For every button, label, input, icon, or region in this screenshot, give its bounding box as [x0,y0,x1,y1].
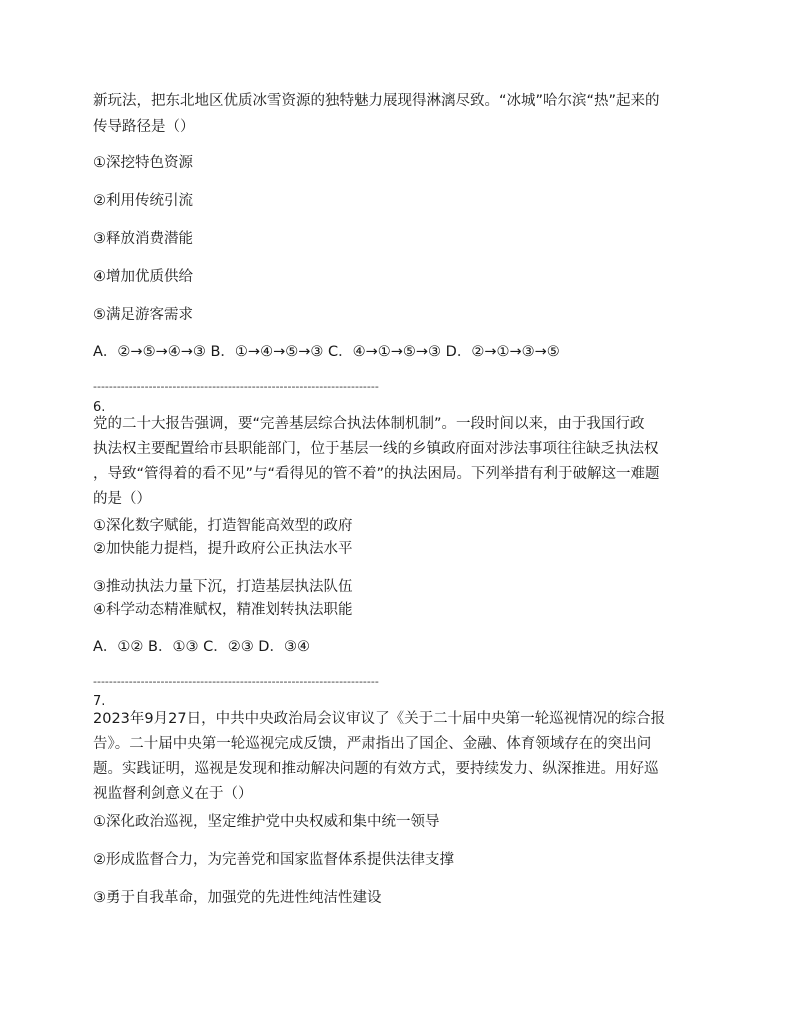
q7-option-2: ②形成监督合力，为完善党和国家监督体系提供法律支撑 [93,852,454,868]
q6-option-2: ②加快能力提档，提升政府公正执法水平 [93,541,353,557]
q6-option-4: ④科学动态精准赋权，精准划转执法职能 [93,602,353,618]
q6-option-3: ③推动执法力量下沉，打造基层执法队伍 [93,579,353,595]
q5-option-4: ④增加优质供给 [93,269,193,285]
q5-option-3: ③释放消费潜能 [93,231,193,247]
q5-option-1: ①深挖特色资源 [93,155,193,171]
separator-line: ------------------------------------------------------------------------ [93,381,379,393]
q6-stem-line-3: ，导致“管得着的看不见”与“看得见的管不着”的执法困局。下列举措有利于破解这一难题 [93,466,660,482]
q5-option-5: ⑤满足游客需求 [93,307,193,323]
q7-stem-line-3: 题。实践证明，巡视是发现和推动解决问题的有效方式，要持续发力、纵深推进。用好巡 [93,761,659,777]
q7-stem-line-1: 2023年9月27日，中共中央政治局会议审议了《关于二十届中央第一轮巡视情况的综合报 [93,711,666,727]
q7-stem-line-2: 告》。二十届中央第一轮巡视完成反馈，严肃指出了国企、金融、体育领域存在的突出问 [93,736,652,752]
q6-stem-line-2: 执法权主要配置给市县职能部门，位于基层一线的乡镇政府面对涉法事项往往缺乏执法权 [93,441,659,457]
separator-line: ------------------------------------------------------------------------ [93,676,379,688]
q7-number: 7. [93,694,106,709]
q5-stem-line-1: 新玩法，把东北地区优质冰雪资源的独特魅力展现得淋漓尽致。“冰城”哈尔滨“热”起来的 [93,93,660,109]
q7-option-1: ①深化政治巡视，坚定维护党中央权威和集中统一领导 [93,814,440,830]
q5-answer-choices: A．②→⑤→④→③ B．①→④→⑤→③ C．④→①→⑤→③ D．②→①→③→⑤ [93,344,560,360]
q6-answer-choices: A．①② B．①③ C．②③ D．③④ [93,639,310,655]
q6-number: 6. [93,400,106,415]
q7-stem-line-4: 视监督利剑意义在于（） [93,786,253,802]
q5-option-2: ②利用传统引流 [93,193,193,209]
q6-option-1: ①深化数字赋能，打造智能高效型的政府 [93,518,353,534]
q6-stem-line-4: 的是（） [93,491,151,507]
q7-option-3: ③勇于自我革命，加强党的先进性纯洁性建设 [93,890,382,906]
q5-stem-line-2: 传导路径是（） [93,119,195,135]
q6-stem-line-1: 党的二十大报告强调，要“完善基层综合执法体制机制”。一段时间以来，由于我国行政 [93,416,645,432]
